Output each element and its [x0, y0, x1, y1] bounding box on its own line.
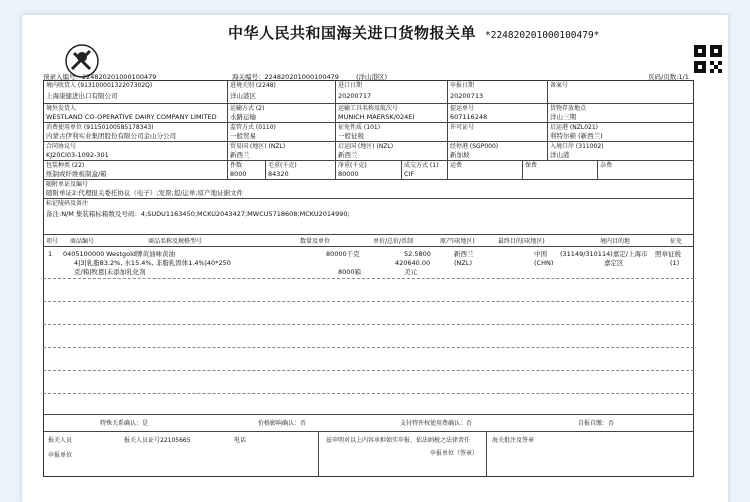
storage-value: 洋山三期	[550, 113, 576, 121]
col-dest: 最终目的国(地区)	[498, 238, 545, 245]
levy-nature-label: 征免性质 (101)	[338, 124, 381, 131]
pack-value: 纸制或纤维板制盒/箱	[46, 170, 107, 178]
trade-country-label: 贸易国 (地区) (NZL)	[230, 143, 286, 150]
license-label: 许可证号	[450, 124, 475, 131]
bl-value: 607116248	[450, 113, 488, 121]
special-relation: 特殊关系确认：是	[100, 420, 149, 427]
goods-levy-code: (1)	[670, 259, 680, 267]
transport-label: 运输方式 (2)	[230, 105, 265, 112]
price-impact: 价格影响确认：否	[258, 420, 307, 427]
customs-no: 海关编号：224820201000100479	[232, 73, 339, 81]
transit-port-value: 新加坡	[450, 151, 470, 159]
goods-qty-kg: 80000千克	[326, 250, 360, 258]
vessel-value: MUNICH MAERSK/024EI	[338, 113, 415, 121]
goods-origin-code: (NZL)	[454, 259, 473, 267]
import-date-label: 进口日期	[338, 82, 363, 89]
bl-label: 提运单号	[450, 105, 475, 112]
supervise-label: 监管方式 (0110)	[230, 124, 276, 131]
customs-port: (洋山港区)	[356, 73, 388, 81]
goods-total-price: 420640.00	[395, 259, 431, 267]
origin-country-label: 启运国 (地区) (NZL)	[338, 143, 394, 150]
goods-origin: 新西兰	[454, 250, 474, 258]
net-label: 净重(千克)	[338, 162, 367, 169]
goods-qty-box: 8000箱	[338, 268, 362, 276]
supervise-value: 一般贸易	[230, 132, 256, 140]
declarant-no: 报关人员证号22105665	[124, 437, 191, 444]
vessel-label: 运输工具名称及航次号	[338, 105, 399, 112]
page-count: 页码/页数:1/1	[648, 73, 689, 81]
departure-port-value: 利特尔顿 (新西兰)	[550, 132, 603, 140]
shipper-label: 境外发货人	[46, 105, 77, 112]
deal-label: 成交方式 (1)	[404, 162, 439, 169]
net-value: 80000	[338, 170, 359, 178]
goods-domestic: (31149/310114)嘉定/上海市	[560, 250, 648, 258]
self-pay: 自报自缴：否	[578, 420, 615, 427]
remarks-label: 标记唛码及备注	[46, 200, 89, 207]
gross-value: 84320	[268, 170, 289, 178]
pieces-label: 件数	[230, 162, 243, 169]
consignee-value: 上海康健进出口有限公司	[46, 92, 118, 100]
goods-dest: 中国	[534, 250, 547, 258]
barcode-number: *224820201000100479*	[485, 30, 600, 41]
contract-label: 合同协议号	[46, 143, 77, 150]
statement: 兹申明对以上内容承担如实申报、依法纳税之法律责任	[326, 437, 471, 444]
page-title: 中华人民共和国海关进口货物报关单	[228, 24, 477, 42]
qr-code-icon	[694, 45, 722, 73]
declare-unit-label: 申报单位	[48, 452, 73, 459]
origin-country-value: 新西兰	[338, 151, 358, 159]
col-no: 项号	[46, 238, 59, 245]
declare-date-value: 20200713	[450, 92, 484, 100]
shipper-value: WESTLAND CO-OPERATIVE DAIRY COMPANY LIMITED	[46, 113, 217, 121]
goods-unit-price: 52.5800	[404, 250, 431, 258]
docs-value: 随附单证2:代理报关委托协议（电子）;发票;提/运单;原产地证据文件	[46, 189, 244, 197]
levy-nature-value: 一般征税	[338, 132, 364, 140]
goods-name-line2: 4|3|乳脂83.2%, 水15.4%, 非脂乳固体1.4%|40*250	[74, 259, 231, 267]
declarant-label: 报关人员	[48, 437, 73, 444]
goods-code: 0405100000	[63, 250, 105, 258]
pack-label: 包装种类 (22)	[46, 162, 85, 169]
col-price: 单价/总价/币制	[373, 238, 414, 245]
deal-value: CIF	[404, 170, 415, 178]
user-value: 内蒙古伊利实业集团股份有限公司金山分公司	[46, 132, 176, 140]
record-no-label: 备案号	[550, 82, 569, 89]
royalty-confirm: 支付特许权使用费确认：否	[400, 420, 473, 427]
goods-domestic-district: 嘉定区	[604, 259, 624, 267]
gross-label: 毛重(千克)	[268, 162, 297, 169]
col-domestic: 境内目的地	[600, 238, 631, 245]
pre-entry-no: 预录入编号：224820201000100479	[43, 73, 157, 81]
unit-seal: 申报单位（签章）	[430, 450, 479, 457]
misc-fee-label: 杂费	[600, 162, 613, 169]
declare-date-label: 申报日期	[450, 82, 475, 89]
contract-value: KJ20CI03-1092-301	[46, 151, 109, 159]
col-origin: 原产国(地区)	[440, 238, 475, 245]
col-code: 商品编号	[70, 238, 95, 245]
goods-dest-code: (CHN)	[534, 259, 554, 267]
goods-currency: 美元	[404, 268, 417, 276]
goods-name-line1: Westgold牌黄油味黄油	[106, 250, 176, 258]
goods-levy: 照章征税	[655, 250, 681, 258]
entry-port2-value: 洋山港	[550, 151, 570, 159]
phone-label: 电话	[234, 437, 247, 444]
pieces-value: 8000	[230, 170, 247, 178]
consignee-label: 境内收货人 (91310000132207302Q)	[46, 82, 153, 89]
col-name: 商品名称及规格型号	[148, 238, 203, 245]
entry-port-label: 进境关别 (2248)	[230, 82, 276, 89]
col-qty: 数量及单位	[300, 238, 331, 245]
goods-no: 1	[48, 250, 53, 258]
freight-label: 运费	[450, 162, 463, 169]
docs-label: 随附单证及编号	[46, 181, 89, 188]
storage-label: 货物存放地点	[550, 105, 587, 112]
departure-port-label: 启运港 (NZL021)	[550, 124, 598, 131]
trade-country-value: 新西兰	[230, 151, 250, 159]
transit-port-label: 经停港 (SGP000)	[450, 143, 499, 150]
col-levy: 征免	[670, 238, 683, 245]
user-label: 消费使用单位 (91150100585178343)	[46, 124, 154, 131]
transport-value: 水路运输	[230, 113, 256, 121]
customs-note: 海关批注及签章	[492, 437, 535, 444]
import-date-value: 20200717	[338, 92, 372, 100]
remarks-value: 备注:N/M 集装箱标箱数及号码：4;SUDU1163450;MCKU2043427;MWCU5718608;MCKU2014990;	[46, 210, 350, 218]
goods-name-line3: 克/箱|牧恩|未添加乳化剂	[74, 268, 146, 276]
insurance-label: 保费	[525, 162, 538, 169]
entry-port-value: 洋山港区	[230, 92, 256, 100]
entry-port2-label: 入境口岸 (311002)	[550, 143, 604, 150]
